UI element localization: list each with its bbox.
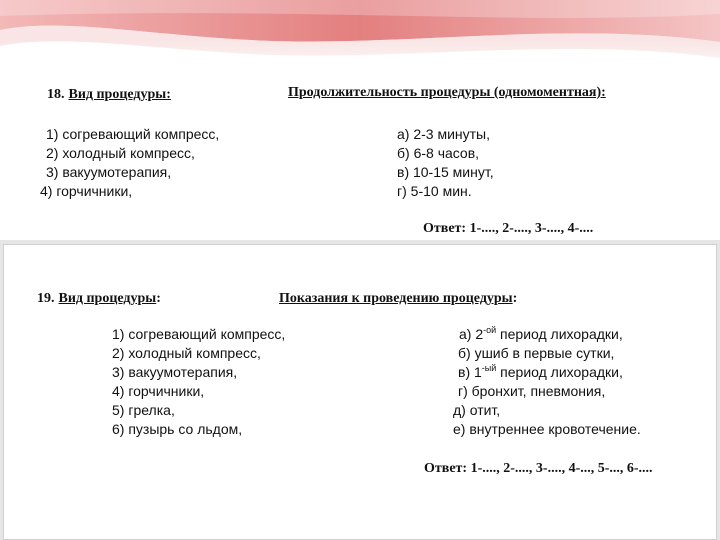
list-item: 4) горчичники, [40, 183, 133, 199]
list-item: в) $1^{-ый}$ период лихорадки, [458, 363, 623, 380]
list-item: 3) вакуумотерапия, [112, 364, 238, 380]
list-item: 2) холодный компресс, [46, 145, 195, 161]
list-item: е) внутреннее кровотечение. [453, 421, 641, 437]
q19-number: 19. [37, 291, 55, 306]
q19-header-right-colon: : [512, 291, 518, 306]
q19-header-left [37, 289, 161, 307]
decorative-banner [0, 0, 720, 80]
list-item: 6) пузырь со льдом, [112, 421, 243, 437]
q19-header-left-colon: : [156, 291, 161, 306]
q18-header-left [47, 85, 171, 103]
list-item: 1) согревающий компресс, [112, 326, 286, 342]
q19-left-list [112, 325, 285, 439]
q18-left-list [40, 125, 219, 201]
list-item: 2) холодный компресс, [112, 345, 261, 361]
list-item: а) $2^{-ой}$ период лихорадки, [459, 325, 623, 342]
list-item: а) 2-3 минуты, [397, 126, 491, 142]
list-item: б) 6-8 часов, [397, 145, 480, 161]
q19-header-right-label: Показания к проведению процедуры [279, 291, 513, 306]
list-item: 4) горчичники, [112, 383, 205, 399]
q19-answer: Ответ: 1-...., 2-...., 3-...., 4-..., 5-..., 6-.... [424, 461, 653, 476]
list-item: г) бронхит, пневмония, [458, 383, 606, 399]
list-item: 1) согревающий компресс, [46, 126, 220, 142]
q18-number: 18. [47, 87, 65, 102]
q18-right-list [397, 125, 494, 201]
list-item: 3) вакуумотерапия, [46, 164, 172, 180]
list-item: в) 10-15 минут, [397, 164, 494, 180]
list-item: г) 5-10 мин. [397, 183, 472, 199]
q19-right-list [453, 325, 641, 439]
q19-header-left-label: Вид процедуры [58, 291, 157, 306]
list-item: д) отит, [453, 402, 501, 418]
q19-header-right [279, 289, 517, 307]
q18-header-right: Продолжительность процедуры (одномоментная): [288, 85, 606, 100]
list-item: 5) грелка, [112, 402, 175, 418]
q18-answer: Ответ: 1-...., 2-...., 3-...., 4-.... [423, 221, 594, 236]
list-item: б) ушиб в первые сутки, [458, 345, 615, 361]
q18-header-left-label: Вид процедуры: [68, 87, 171, 102]
